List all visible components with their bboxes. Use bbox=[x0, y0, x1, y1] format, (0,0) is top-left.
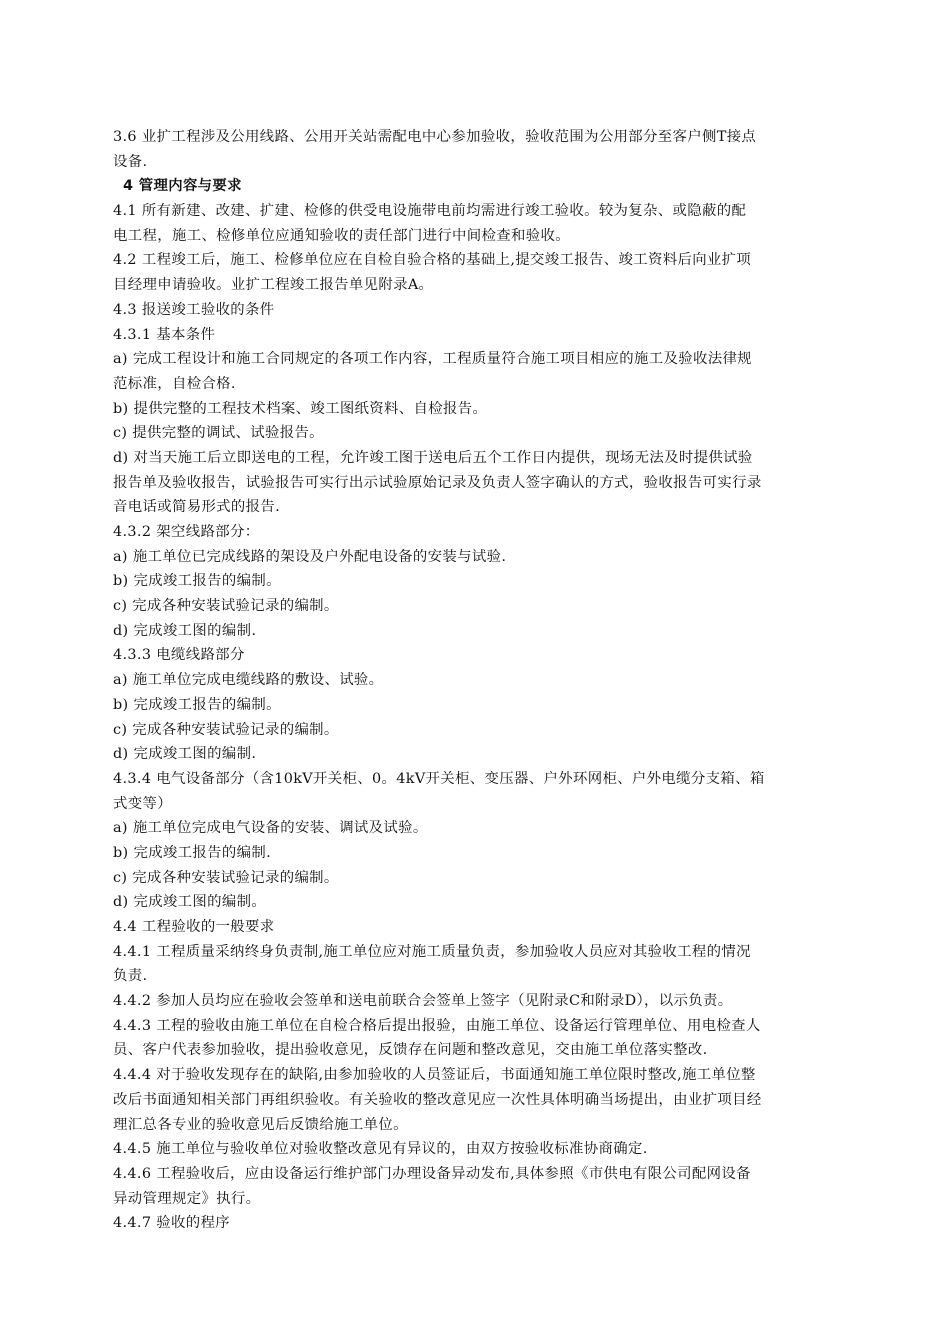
clause-4-4-heading: 4.4 工程验收的一般要求 bbox=[113, 919, 275, 935]
clause-4-4-4-line-1: 4.4.4 对于验收发现存在的缺陷,由参加验收的人员签证后，书面通知施工单位限时整改,施工单位整 bbox=[113, 1067, 756, 1084]
clause-4-4-3-line-1: 4.4.3 工程的验收由施工单位在自检合格后提出报验，由施工单位、设备运行管理单位、用电检查人 bbox=[113, 1017, 761, 1034]
list-item-b: b) 提供完整的工程技术档案、竣工图纸资料、自检报告。 bbox=[113, 400, 488, 417]
list-item-d: d) 完成竣工图的编制。 bbox=[113, 894, 267, 911]
clause-4-4-1-line-1: 4.4.1 工程质量采纳终身负责制,施工单位应对施工质量负责，参加验收人员应对其验收工程的情况 bbox=[113, 943, 751, 960]
list-item-d: d) 完成竣工图的编制. bbox=[113, 622, 257, 639]
list-item-d-line-1: d) 对当天施工后立即送电的工程，允许竣工图于送电后五个工作日内提供，现场无法及时提供试验 bbox=[113, 449, 753, 466]
clause-4-4-4-line-2: 改后书面通知相关部门再组织验收。有关验收的整改意见应一次性具体明确当场提出，由业扩项目经 bbox=[113, 1091, 762, 1108]
clause-4-4-6-line-1: 4.4.6 工程验收后，应由设备运行维护部门办理设备异动发布,具体参照《市供电有限公司配网设备 bbox=[113, 1165, 751, 1182]
clause-4-4-3-line-2: 员、客户代表参加验收，提出验收意见，反馈存在问题和整改意见，交由施工单位落实整改. bbox=[113, 1042, 708, 1059]
clause-4-4-5: 4.4.5 施工单位与验收单位对验收整改意见有异议的，由双方按验收标准协商确定. bbox=[113, 1141, 648, 1158]
list-item-a: a) 施工单位已完成线路的架设及户外配电设备的安装与试验. bbox=[113, 548, 507, 565]
document-body bbox=[113, 125, 858, 1236]
clause-4-4-2: 4.4.2 参加人员均应在验收会签单和送电前联合会签单上签字（见附录C和附录D），以示负责。 bbox=[113, 993, 733, 1010]
list-item-a-line-1: a) 完成工程设计和施工合同规定的各项工作内容，工程质量符合施工项目相应的施工及验收法律规 bbox=[113, 351, 752, 368]
list-item-c: c) 完成各种安装试验记录的编制。 bbox=[113, 721, 339, 738]
list-item-b: b) 完成竣工报告的编制。 bbox=[113, 696, 281, 713]
clause-4-2-line-2: 目经理申请验收。业扩工程竣工报告单见附录A。 bbox=[113, 277, 434, 294]
list-item-d-line-2: 报告单及验收报告，试验报告可实行出示试验原始记录及负责人签字确认的方式，验收报告可实行录 bbox=[113, 474, 762, 491]
list-item-a-line-2: 范标准，自检合格. bbox=[113, 375, 236, 392]
clause-4-3-4-heading-line-1: 4.3.4 电气设备部分（含10kV开关柜、0。4kV开关柜、变压器、户外环网柜、户外电缆分支箱、箱 bbox=[113, 770, 765, 787]
clause-4-3-2-heading: 4.3.2 架空线路部分： bbox=[113, 524, 260, 540]
list-item-c: c) 提供完整的调试、试验报告。 bbox=[113, 425, 324, 442]
clause-4-1-line-2: 电工程，施工、检修单位应通知验收的责任部门进行中间检查和验收。 bbox=[113, 227, 570, 244]
clause-3-6-line-2: 设备. bbox=[113, 153, 148, 170]
clause-4-4-7-heading: 4.4.7 验收的程序 bbox=[113, 1215, 230, 1232]
clause-4-4-1-line-2: 负责. bbox=[113, 968, 148, 985]
clause-4-4-4-line-3: 理汇总各专业的验收意见后反馈给施工单位。 bbox=[113, 1116, 408, 1133]
list-item-d-line-3: 音电话或简易形式的报告. bbox=[113, 499, 281, 516]
clause-3-6-line-1: 3.6 业扩工程涉及公用线路、公用开关站需配电中心参加验收，验收范围为公用部分至客户侧T接点 bbox=[113, 129, 757, 145]
list-item-c: c) 完成各种安装试验记录的编制。 bbox=[113, 598, 339, 615]
clause-4-1-line-1: 4.1 所有新建、改建、扩建、检修的供受电设施带电前均需进行竣工验收。较为复杂、或隐蔽的配 bbox=[113, 203, 747, 220]
list-item-b: b) 完成竣工报告的编制。 bbox=[113, 573, 281, 590]
list-item-d: d) 完成竣工图的编制. bbox=[113, 746, 257, 763]
clause-4-3-heading: 4.3 报送竣工验收的条件 bbox=[113, 301, 275, 318]
list-item-a: a) 施工单位完成电缆线路的敷设、试验。 bbox=[113, 672, 384, 689]
clause-4-3-3-heading: 4.3.3 电缆线路部分 bbox=[113, 647, 245, 664]
clause-4-3-1-heading: 4.3.1 基本条件 bbox=[113, 326, 216, 343]
clause-4-3-4-heading-line-2: 式变等） bbox=[113, 795, 172, 812]
clause-4-2-line-1: 4.2 工程竣工后，施工、检修单位应在自检自验合格的基础上,提交竣工报告、竣工资料后向业扩项 bbox=[113, 252, 752, 269]
list-item-b: b) 完成竣工报告的编制. bbox=[113, 844, 272, 861]
clause-4-4-6-line-2: 异动管理规定》执行。 bbox=[113, 1190, 261, 1207]
section-4-heading: 4 管理内容与要求 bbox=[123, 178, 242, 195]
list-item-a: a) 施工单位完成电气设备的安装、调试及试验。 bbox=[113, 820, 428, 837]
list-item-c: c) 完成各种安装试验记录的编制。 bbox=[113, 869, 339, 886]
